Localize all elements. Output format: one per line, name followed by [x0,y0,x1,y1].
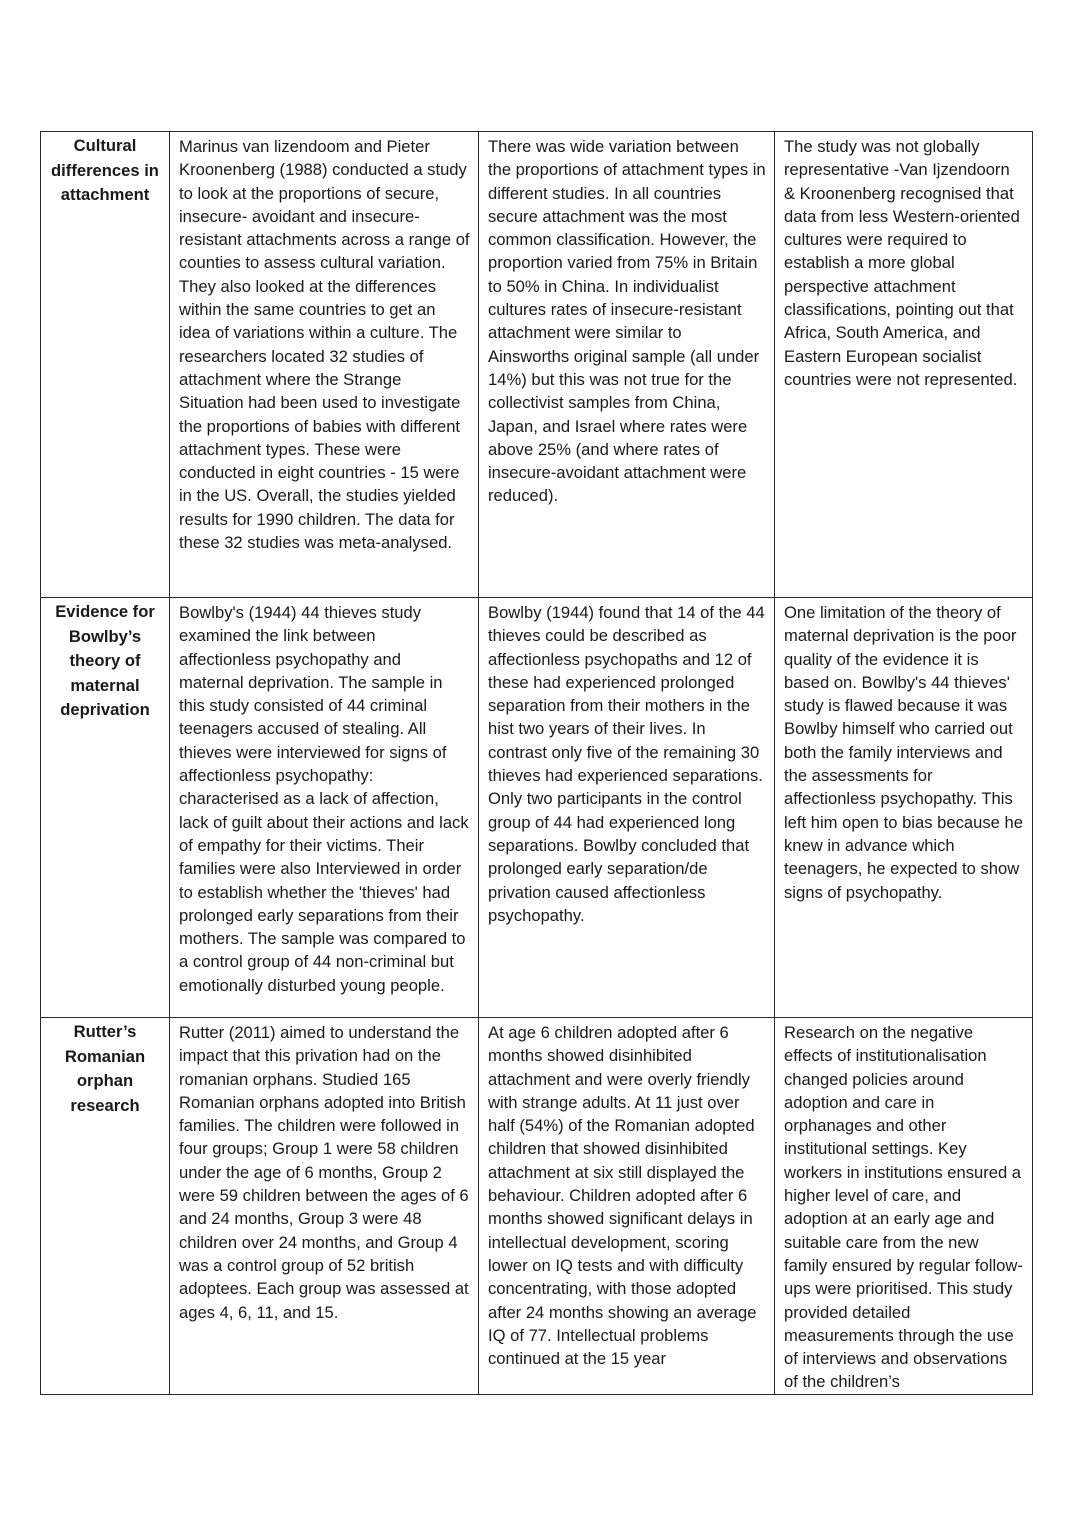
topic-cell: Evidence for Bowlby’s theory of maternal deprivation [41,598,170,1018]
findings-cell: At age 6 children adopted after 6 months showed disinhibited attachment and were overly friendly with strange adults. At 11 just over half (54%) of the Romanian adopted children that showed disinhibited attachment at six still displayed the behaviour. Children adopted after 6 months showed significant delays in intellectual development, scoring lower on IQ tests and with difficulty concentrating, with those adopted after 24 months showing an average IQ of 77. Intellectual problems continued at the 15 year [479,1018,775,1395]
findings-cell: There was wide variation between the proportions of attachment types in different studies. In all countries secure attachment was the most common classification. However, the proportion varied from 75% in Britain to 50% in China. In individualist cultures rates of insecure-resistant attachment were similar to Ainsworths original sample (all under 14%) but this was not true for the collectivist samples from China, Japan, and Israel where rates were above 25% (and where rates of insecure-avoidant attachment were reduced). [479,132,775,598]
evaluation-cell: One limitation of the theory of maternal deprivation is the poor quality of the evidence it is based on. Bowlby's 44 thieves' study is flawed because it was Bowlby himself who carried out both the family interviews and the assessments for affectionless psychopathy. This left him open to bias because he knew in advance which teenagers, he expected to show signs of psychopathy. [775,598,1033,1018]
description-cell: Marinus van lizendoom and Pieter Kroonenberg (1988) conducted a study to look at the proportions of secure, insecure- avoidant and insecure-resistant attachments across a range of counties to assess cultural variation. They also looked at the differences within the same countries to get an idea of variations within a culture. The researchers located 32 studies of attachment where the Strange Situation had been used to investigate the proportions of babies with different attachment types. These were conducted in eight countries - 15 were in the US. Overall, the studies yielded results for 1990 children. The data for these 32 studies was meta-analysed. [170,132,479,598]
evaluation-cell: Research on the negative effects of institutionalisation changed policies around adoption and care in orphanages and other institutional settings. Key workers in institutions ensured a higher level of care, and adoption at an early age and suitable care from the new family ensured by regular follow-ups were prioritised. This study provided detailed measurements through the use of interviews and observations of the children’s [775,1018,1033,1395]
table-row-bowlby-maternal-deprivation [41,598,1033,1018]
description-cell: Rutter (2011) aimed to understand the impact that this privation had on the romanian orphans. Studied 165 Romanian orphans adopted into British families. The children were followed in four groups; Group 1 were 58 children under the age of 6 months, Group 2 were 59 children between the ages of 6 and 24 months, Group 3 were 48 children over 24 months, and Group 4 was a control group of 52 british adoptees. Each group was assessed at ages 4, 6, 11, and 15. [170,1018,479,1395]
topic-cell: Rutter’s Romanian orphan research [41,1018,170,1395]
evaluation-cell: The study was not globally representative -Van Ijzendoorn & Kroonenberg recognised that data from less Western-oriented cultures were required to establish a more global perspective attachment classifications, pointing out that Africa, South America, and Eastern European socialist countries were not represented. [775,132,1033,598]
table-row-cultural-differences [41,132,1033,598]
topic-cell: Cultural differences in attachment [41,132,170,598]
notes-page [40,131,1032,1395]
table-row-rutter-romanian-orphans [41,1018,1033,1395]
findings-cell: Bowlby (1944) found that 14 of the 44 thieves could be described as affectionless psychopaths and 12 of these had experienced prolonged separation from their mothers in the hist two years of their lives. In contrast only five of the remaining 30 thieves had experienced separations. Only two participants in the control group of 44 had experienced long separations. Bowlby concluded that prolonged early separation/de privation caused affectionless psychopathy. [479,598,775,1018]
psychology-notes-table [40,131,1033,1395]
description-cell: Bowlby's (1944) 44 thieves study examined the link between affectionless psychopathy and maternal deprivation. The sample in this study consisted of 44 criminal teenagers accused of stealing. All thieves were interviewed for signs of affectionless psychopathy: characterised as a lack of affection, lack of guilt about their actions and lack of empathy for their victims. Their families were also Interviewed in order to establish whether the 'thieves' had prolonged early separations from their mothers. The sample was compared to a control group of 44 non-criminal but emotionally disturbed young people. [170,598,479,1018]
